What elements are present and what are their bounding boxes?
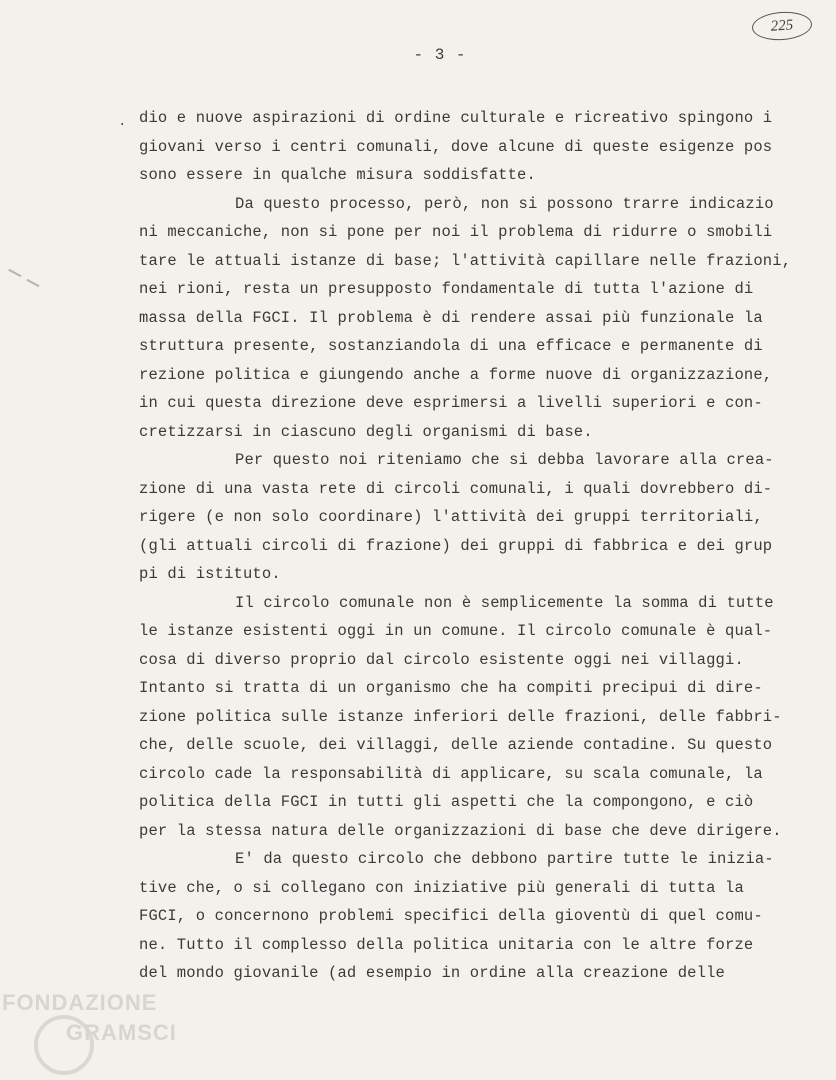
text-line: tive che, o si collegano con iniziative più generali di tutta la bbox=[139, 878, 744, 897]
page-number: - 3 - bbox=[413, 46, 467, 64]
text-line: per la stessa natura delle organizzazioni di base che deve dirigere. bbox=[139, 821, 782, 840]
text-line: politica della FGCI in tutti gli aspetti che la compongono, e ciò bbox=[139, 793, 754, 811]
text-line: circolo cade la responsabilità di applicare, su scala comunale, la bbox=[139, 764, 763, 783]
text-line: Il circolo comunale non è semplicemente la somma di tutte bbox=[235, 593, 774, 612]
text-line: Da questo processo, però, non si possono trarre indicazio bbox=[235, 194, 774, 213]
text-line: cosa di diverso proprio dal circolo esistente oggi nei villaggi. bbox=[139, 650, 744, 669]
text-line: nei rioni, resta un presupposto fondamentale di tutta l'azione di bbox=[139, 280, 754, 298]
margin-mark bbox=[8, 269, 21, 277]
text-line: massa della FGCI. Il problema è di rendere assai più funzionale la bbox=[139, 308, 763, 327]
text-line: FGCI, o concernono problemi specifici della gioventù di quel comu- bbox=[139, 907, 763, 925]
text-line: pi di istituto. bbox=[139, 565, 281, 583]
text-line: rezione politica e giungendo anche a forme nuove di organizzazione, bbox=[139, 365, 773, 384]
text-line: ne. Tutto il complesso della politica unitaria con le altre forze bbox=[139, 935, 754, 954]
text-line: dio e nuove aspirazioni di ordine culturale e ricreativo spingono i bbox=[139, 109, 773, 127]
margin-mark bbox=[26, 279, 39, 287]
stray-mark: . bbox=[118, 114, 127, 130]
text-line: in cui questa direzione deve esprimersi a livelli superiori e con- bbox=[139, 394, 763, 412]
text-line: rigere (e non solo coordinare) l'attività dei gruppi territoriali, bbox=[139, 508, 763, 526]
watermark-text-line1: FONDAZIONE bbox=[2, 990, 158, 1015]
text-line: struttura presente, sostanziandola di una efficace e permanente di bbox=[139, 337, 763, 355]
watermark-logo bbox=[2, 985, 202, 1075]
text-line: che, delle scuole, dei villaggi, delle aziende contadine. Su questo bbox=[139, 736, 773, 754]
text-line: (gli attuali circoli di frazione) dei gruppi di fabbrica e dei grup bbox=[139, 536, 773, 555]
text-line: E' da questo circolo che debbono partire tutte le inizia- bbox=[235, 850, 774, 868]
text-line: le istanze esistenti oggi in un comune. Il circolo comunale è qual- bbox=[139, 622, 773, 640]
text-line: giovani verso i centri comunali, dove alcune di queste esigenze pos bbox=[139, 137, 773, 156]
archive-number-stamp: 225 bbox=[751, 10, 813, 42]
typewritten-text bbox=[139, 104, 819, 988]
text-line: ni meccaniche, non si pone per noi il problema di ridurre o smobili bbox=[139, 223, 773, 241]
text-line: tare le attuali istanze di base; l'attività capillare nelle frazioni, bbox=[139, 251, 792, 270]
text-line: Intanto si tratta di un organismo che ha compiti precipui di dire- bbox=[139, 679, 763, 697]
text-line: sono essere in qualche misura soddisfatte. bbox=[139, 166, 536, 184]
watermark-text-line2: GRAMSCI bbox=[66, 1020, 177, 1045]
text-line: cretizzarsi in ciascuno degli organismi di base. bbox=[139, 422, 593, 441]
text-line: zione di una vasta rete di circoli comunali, i quali dovrebbero di- bbox=[139, 479, 773, 498]
text-line: zione politica sulle istanze inferiori delle frazioni, delle fabbri- bbox=[139, 707, 782, 726]
text-line: Per questo noi riteniamo che si debba lavorare alla crea- bbox=[235, 451, 774, 469]
text-line: del mondo giovanile (ad esempio in ordine alla creazione delle bbox=[139, 964, 725, 982]
